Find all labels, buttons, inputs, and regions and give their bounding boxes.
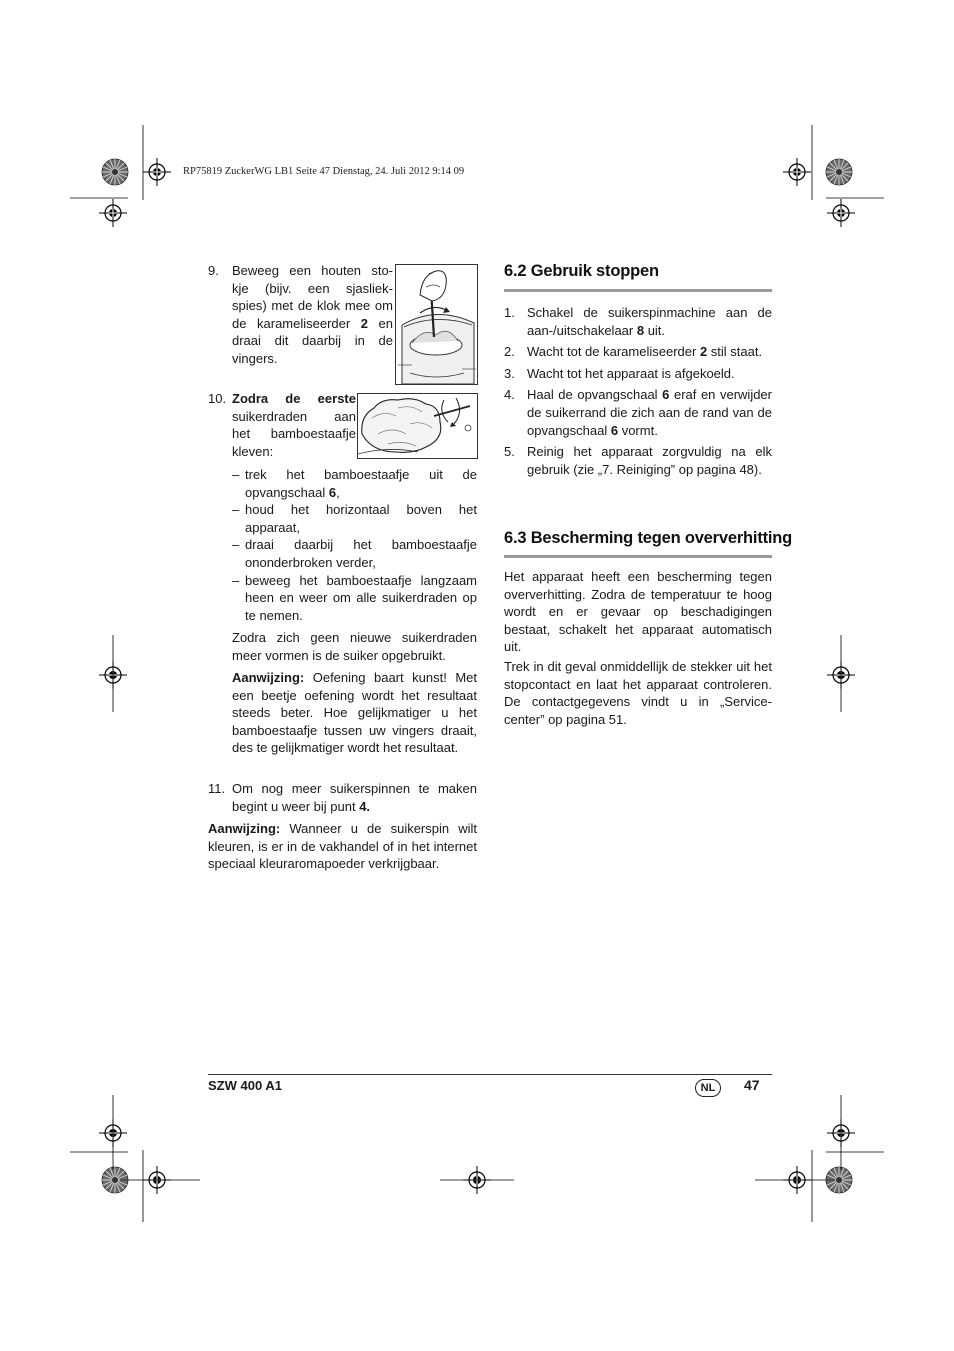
heading-6-3: 6.3 Bescherming tegen oververhitting (504, 529, 793, 547)
steps-6-2 (504, 304, 772, 478)
registration-mark-icon (827, 199, 855, 227)
page-number: 47 (744, 1077, 760, 1093)
step-9-line: de karameliseerder 2 en (232, 315, 394, 331)
step-9-line: spies) met de klok mee om (232, 298, 393, 314)
step-number: 9. (208, 263, 219, 278)
step-9-line: Beweeg een houten sto- (232, 263, 393, 278)
list-item: – trek het bamboestaafje uit de opvangschaal 6, (232, 467, 477, 500)
paragraph-6-3a: Het apparaat heeft een bescherming tegen oververhitting. Zodra de temperatuur te hoog wordt en er gevaar op beschadigingen bestaat, schakelt het apparaat automatisch uit. (504, 569, 772, 655)
registration-mark-icon (143, 158, 171, 186)
step-10-line: het bamboestaafje (232, 426, 356, 442)
model-number: SZW 400 A1 (208, 1078, 282, 1093)
step-10-line: kleven: (232, 443, 274, 459)
list-item: – beweeg het bamboestaafje langzaam heen en weer om alle suikerdraden op te nemen. (232, 572, 477, 623)
print-slug: RP75819 ZuckerWG LB1 Seite 47 Dienstag, 24. Juli 2012 9:14 09 (183, 166, 465, 177)
stick-in-machine-figure (395, 264, 478, 385)
sugar-paragraph: Zodra zich geen nieuwe suikerdraden meer vormen is de suiker opgebruikt. (232, 630, 477, 663)
paragraph-6-3b: Trek in dit geval onmiddellijk de stekker uit het stopcontact en laat het apparaat controleren. De contactgegevens vindt u in „Service-center” op pagina 51. (504, 659, 772, 727)
list-item: – draai daarbij het bamboestaafje ononderbroken verder, (232, 537, 477, 570)
list-item: 5. Reinig het apparaat zorgvuldig na elk gebruik (zie „7. Reiniging” op pagina 48). (504, 444, 772, 477)
step-10-bold: Zodra de eerste (232, 391, 356, 406)
color-target-icon (102, 159, 128, 185)
registration-mark-icon (99, 199, 127, 227)
step-11: 11. Om nog meer suikerspinnen te maken begint u weer bij punt 4. (208, 781, 477, 814)
language-badge: NL (695, 1079, 721, 1097)
list-item: 1. Schakel de suikerspinmachine aan de aan-/uitschakelaar 8 uit. (504, 305, 772, 338)
step-10-line: suikerdraden aan (232, 408, 356, 424)
color-target-icon (826, 159, 852, 185)
step-number: 10. (208, 391, 227, 406)
cotton-candy-figure (357, 393, 478, 459)
step-9 (208, 262, 393, 368)
step-9-line: kje (bijv. een sjasliek- (232, 280, 393, 296)
list-item: – houd het horizontaal boven het apparaat, (232, 502, 477, 535)
step-9-line: draai dit daarbij in de (232, 333, 393, 349)
step-10 (208, 390, 356, 460)
step-9-line: vingers. (232, 350, 278, 366)
heading-6-2: 6.2 Gebruik stoppen (504, 262, 659, 280)
list-item: 4. Haal de opvangschaal 6 eraf en verwijder de suikerrand die zich aan de rand van de opvangschaal 6 vormt. (504, 387, 772, 438)
heading-rule (504, 555, 772, 558)
dash-list (232, 466, 477, 624)
registration-mark-icon (783, 158, 811, 186)
footer-rule (208, 1074, 772, 1075)
heading-rule (504, 289, 772, 292)
list-item: 2. Wacht tot de karameliseerder 2 stil staat. (504, 344, 763, 360)
note-paragraph: Aanwijzing: Oefening baart kunst! Met een beetje oefening wordt het resultaat steeds beter. Hoe gelijkmatiger u het bamboestaafje tussen uw vingers draait, des te gelijkmatiger wordt het resultaat. (232, 670, 477, 756)
note-paragraph-2: Aanwijzing: Wanneer u de suikerspin wilt kleuren, is er in de vakhandel of in het internet speciaal kleuraromapoeder verkrijgbaar. (208, 821, 477, 872)
list-item: 3. Wacht tot het apparaat is afgekoeld. (504, 365, 735, 381)
